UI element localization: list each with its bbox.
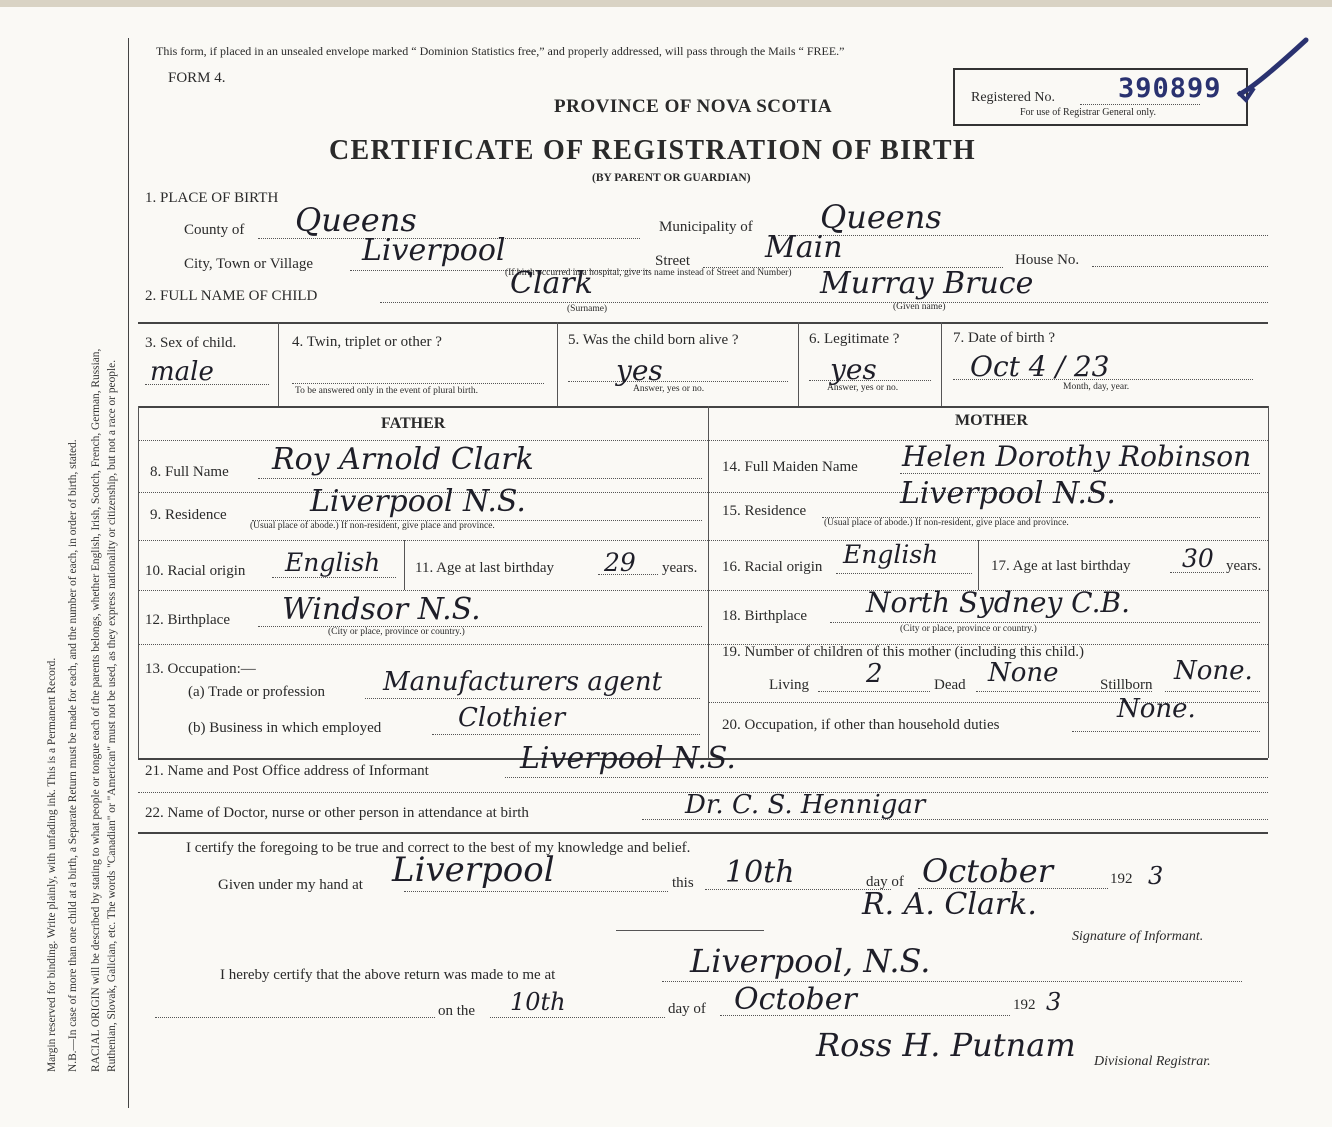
certify-this-label: this [672,875,694,891]
given-name-caption: (Given name) [893,302,946,312]
father-age-label: 11. Age at last birthday [415,560,554,576]
registered-number-stamp: 390899 [1118,73,1222,104]
mother-name-value: Helen Dorothy Robinson [902,440,1252,473]
mother-residence-value: Liverpool N.S. [900,476,1116,511]
sex-label: 3. Sex of child. [145,335,237,351]
informant-label: 21. Name and Post Office address of Informant [145,763,429,779]
certify-year-digit: 3 [1148,862,1164,890]
registrar-year-prefix: 192 [1013,997,1036,1013]
margin-note-multiple-birth: N.B.—In case of more than one child at a birth, a Separate Return must be made for each, and the number of each, in order of birth, stated. [67,439,79,1072]
father-age-unit: years. [662,560,698,576]
child-given-name-value: Murray Bruce [820,266,1034,301]
twin-note: To be answered only in the event of plural birth. [295,386,478,396]
living-label: Living [769,677,809,693]
father-heading: FATHER [381,415,446,432]
father-birthplace-caption: (City or place, province or country.) [328,627,465,637]
mother-birthplace-caption: (City or place, province or country.) [900,624,1037,634]
mother-name-label: 14. Full Maiden Name [722,459,858,475]
county-value: Queens [295,201,417,239]
municipality-value: Queens [820,198,942,236]
hospital-note: (If birth occurred in a hospital, give its name instead of Street and Number) [505,268,792,278]
born-alive-caption: Answer, yes or no. [633,384,705,394]
sex-value: male [150,357,214,387]
mother-racial-origin-label: 16. Racial origin [722,559,823,575]
margin-note-racial-origin: RACIAL ORIGIN will be described by stating to what people or tongue each of the parents belongs, whether English, Irish, Scotch, French, German, Russian, [90,348,102,1072]
mother-age-label: 17. Age at last birthday [991,558,1131,574]
page-top-edge [0,0,1332,7]
registrar-signature-caption: Divisional Registrar. [1094,1054,1211,1069]
father-residence-label: 9. Residence [150,507,227,523]
house-number-label: House No. [1015,252,1080,268]
binding-margin-rule [128,38,129,1108]
legitimate-label: 6. Legitimate ? [809,331,900,347]
mother-birthplace-value: North Sydney C.B. [866,586,1130,619]
father-trade-label: (a) Trade or profession [188,684,326,700]
date-of-birth-label: 7. Date of birth ? [953,330,1056,346]
registrar-day-of-label: day of [668,1001,706,1017]
mother-heading: MOTHER [955,412,1028,429]
margin-note-racial-origin-cont: Ruthenian, Slovak, Galician, etc. The words "Canadian" or "American" must not be used, as they express nationality or citizenship, but not a race or people. [106,359,118,1072]
street-value: Main [765,230,843,265]
born-alive-label: 5. Was the child born alive ? [568,332,739,348]
mother-age-unit: years. [1226,558,1262,574]
certificate-title: CERTIFICATE OF REGISTRATION OF BIRTH [329,135,976,166]
father-occupation-label: 13. Occupation:— [145,661,256,677]
father-residence-caption: (Usual place of abode.) If non-resident, give place and province. [250,521,495,531]
father-birthplace-value: Windsor N.S. [282,592,481,627]
mother-occupation-value: None. [1117,694,1196,724]
doctor-label: 22. Name of Doctor, nurse or other person in attendance at birth [145,805,529,821]
registrar-on-label: on the [438,1003,476,1019]
legitimate-value: yes [830,353,877,386]
father-age-value: 29 [604,548,636,577]
registrar-place-value: Liverpool, N.S. [690,942,931,980]
father-racial-origin-value: English [285,548,381,577]
city-label: City, Town or Village [184,256,314,272]
child-name-label: 2. FULL NAME OF CHILD [145,288,318,304]
certify-day-of-label: day of [866,874,904,890]
form-number: FORM 4. [168,70,226,86]
city-value: Liverpool [362,233,506,268]
twin-label: 4. Twin, triplet or other ? [292,334,442,350]
father-residence-value: Liverpool N.S. [310,484,526,519]
pen-check-mark [1236,34,1310,104]
informant-signature: R. A. Clark. [862,887,1037,922]
given-under-hand-label: Given under my hand at [218,877,363,893]
certificate-subtitle: (BY PARENT OR GUARDIAN) [592,172,751,184]
certify-place-value: Liverpool [392,850,555,890]
mother-birthplace-label: 18. Birthplace [722,608,807,624]
certify-month-value: October [922,852,1053,890]
mother-residence-caption: (Usual place of abode.) If non-resident, give place and province. [824,518,1069,528]
child-surname-value: Clark [510,266,593,301]
mother-age-value: 30 [1182,544,1214,573]
certify-year-prefix: 192 [1110,871,1133,887]
registrar-statement: I hereby certify that the above return was made to me at [220,967,556,983]
province-heading: PROVINCE OF NOVA SCOTIA [554,96,833,117]
county-label: County of [184,222,245,238]
legitimate-caption: Answer, yes or no. [827,383,899,393]
date-of-birth-caption: Month, day, year. [1063,382,1130,392]
date-of-birth-value: Oct 4 / 23 [970,350,1110,383]
street-label: Street [655,253,690,269]
dead-value: None [988,658,1059,688]
registrar-year-digit: 3 [1046,988,1062,1016]
father-name-value: Roy Arnold Clark [272,442,534,477]
living-value: 2 [866,659,883,689]
mother-children-label: 19. Number of children of this mother (including this child.) [722,644,1085,660]
place-of-birth-heading: 1. PLACE OF BIRTH [145,190,279,206]
dead-label: Dead [934,677,966,693]
stillborn-label: Stillborn [1100,677,1153,693]
father-name-label: 8. Full Name [150,464,229,480]
informant-signature-caption: Signature of Informant. [1072,929,1204,944]
mother-occupation-label: 20. Occupation, if other than household duties [722,717,1000,733]
doctor-value: Dr. C. S. Hennigar [685,790,926,820]
registrar-day-value: 10th [510,988,566,1016]
born-alive-value: yes [616,354,663,387]
certify-statement: I certify the foregoing to be true and correct to the best of my knowledge and belief. [186,840,691,856]
municipality-label: Municipality of [659,219,753,235]
registrar-month-value: October [734,982,857,1017]
mother-residence-label: 15. Residence [722,503,807,519]
father-birthplace-label: 12. Birthplace [145,612,230,628]
certify-day-value: 10th [725,855,795,890]
stillborn-value: None. [1174,656,1253,686]
informant-value: Liverpool N.S. [520,741,736,776]
registrar-signature: Ross H. Putnam [816,1026,1076,1064]
mail-notice: This form, if placed in an unsealed envelope marked “ Dominion Statistics free,” and properly addressed, will pass through the Mails “ FREE.” [156,44,845,58]
surname-caption: (Surname) [567,304,608,314]
father-racial-origin-label: 10. Racial origin [145,563,246,579]
father-business-value: Clothier [458,703,566,733]
registrar-note: For use of Registrar General only. [1020,107,1156,118]
father-trade-value: Manufacturers agent [383,667,663,697]
registered-number-label: Registered No. [971,90,1055,105]
father-business-label: (b) Business in which employed [188,720,382,736]
mother-racial-origin-value: English [843,540,939,569]
margin-note-binding: Margin reserved for binding. Write plainly, with unfading ink. This is a Permanent Record. [46,657,58,1072]
